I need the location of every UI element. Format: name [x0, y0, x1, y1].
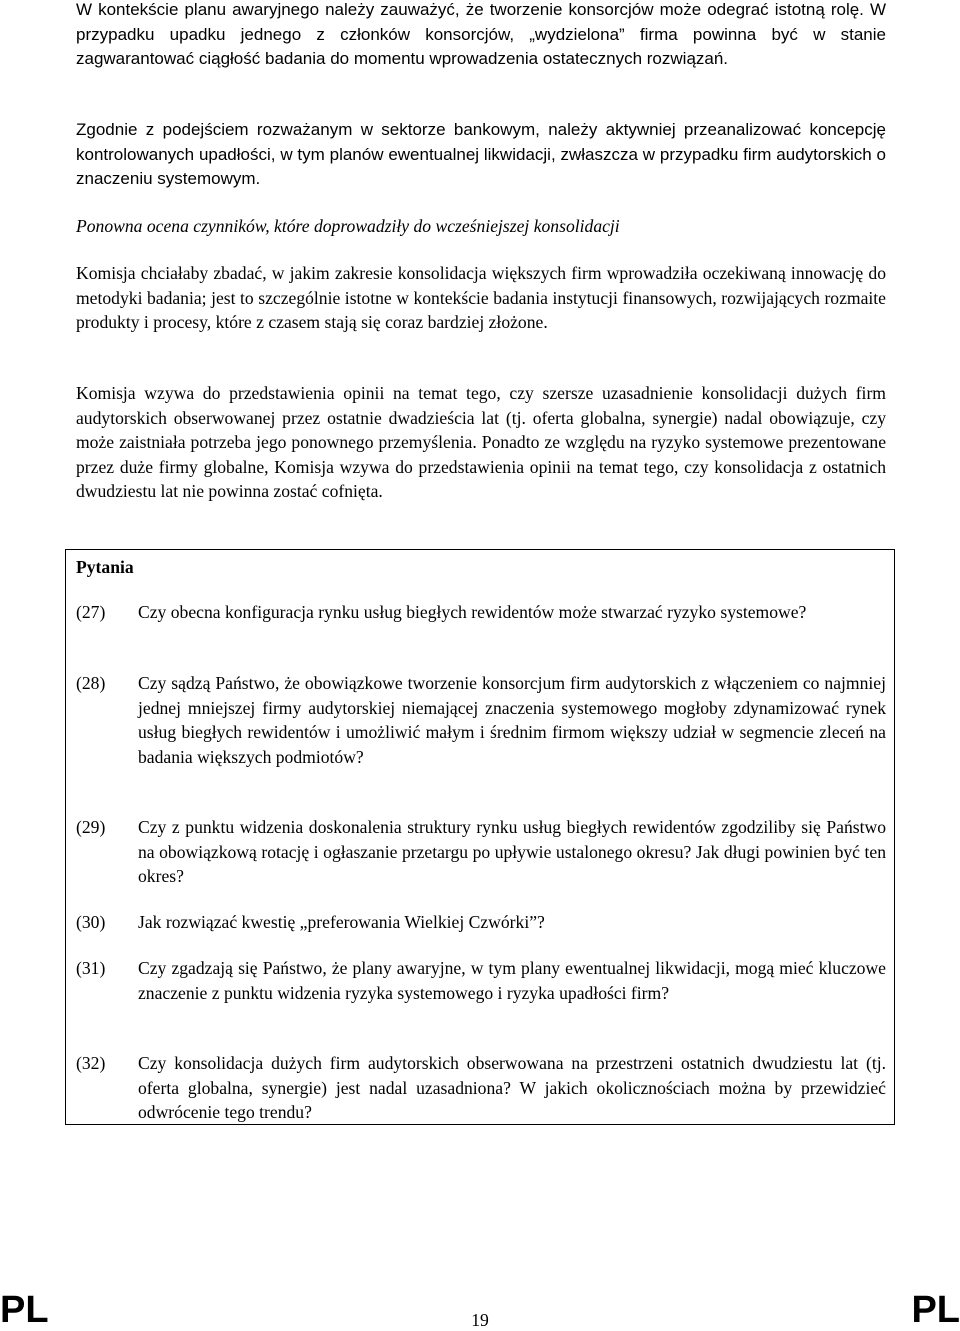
question-item — [76, 600, 886, 625]
question-number: (28) — [76, 673, 106, 693]
question-number: (32) — [76, 1053, 106, 1073]
question-text: Czy z punktu widzenia doskonalenia struktury rynku usług biegłych rewidentów zgodziliby się Państwo na obowiązkową rotację i ogłaszanie przetargu po upływie ustalonego okresu? Jak długi powinien być ten okres? — [138, 817, 886, 886]
paragraph-innovation: Komisja chciałaby zbadać, w jakim zakresie konsolidacja większych firm wprowadziła oczekiwaną innowację do metodyki badania; jest to szczególnie istotne w kontekście badania instytucji finansowych, rozwijających rozmaite produkty i procesy, które z czasem stają się coraz bardziej złożone. — [76, 263, 886, 332]
question-item — [76, 1051, 886, 1125]
question-item — [76, 671, 886, 769]
question-text: Jak rozwiązać kwestię „preferowania Wielkiej Czwórki”? — [138, 912, 545, 932]
question-number: (31) — [76, 958, 106, 978]
questions-box — [65, 549, 895, 1125]
question-item — [76, 910, 886, 935]
question-number: (30) — [76, 912, 106, 932]
section-heading: Ponowna ocena czynników, które doprowadziły do wcześniejszej konsolidacji — [76, 216, 620, 236]
footer-language-left: PL — [0, 1289, 49, 1331]
footer-language-right: PL — [911, 1289, 960, 1331]
question-item — [76, 956, 886, 1005]
page-number: 19 — [471, 1310, 489, 1330]
question-text: Czy sądzą Państwo, że obowiązkowe tworzenie konsorcjum firm audytorskich z włączeniem co najmniej jednej mniejszej firmy audytorskiej niemającej znaczenia systemowego mogłoby zdynamizować rynek usług biegłych rewidentów i umożliwić małym i średnim firmom większy udział w segmencie zleceń na badania większych podmiotów? — [138, 673, 886, 767]
question-text: Czy zgadzają się Państwo, że plany awaryjne, w tym plany ewentualnej likwidacji, mogą mieć kluczowe znaczenie z punktu widzenia ryzyka systemowego i ryzyka upadłości firm? — [138, 958, 886, 1003]
question-text: Czy konsolidacja dużych firm audytorskich obserwowana na przestrzeni ostatnich dwudziestu lat (tj. oferta globalna, synergie) jest nadal uzasadniona? W jakich okolicznościach można by przewidzieć odwrócenie tego trendu? — [138, 1053, 886, 1122]
paragraph-contingency-plan: W kontekście planu awaryjnego należy zauważyć, że tworzenie konsorcjów może odegrać istotną rolę. W przypadku upadku jednego z członków konsorcjów, „wydzielona” firma powinna być w stanie zagwarantować ciągłość badania do momentu wprowadzenia ostatecznych rozwiązań. — [76, 0, 886, 68]
question-item — [76, 815, 886, 889]
question-number: (29) — [76, 817, 106, 837]
questions-title: Pytania — [76, 557, 134, 577]
question-number: (27) — [76, 602, 106, 622]
paragraph-controlled-failures: Zgodnie z podejściem rozważanym w sektorze bankowym, należy aktywniej przeanalizować koncepcję kontrolowanych upadłości, w tym planów ewentualnej likwidacji, zwłaszcza w przypadku firm audytorskich o znaczeniu systemowym. — [76, 120, 886, 188]
paragraph-consolidation-opinion: Komisja wzywa do przedstawienia opinii na temat tego, czy szersze uzasadnienie konsolidacji dużych firm audytorskich obserwowanej przez ostatnie dwadzieścia lat (tj. oferta globalna, synergie) nadal obowiązuje, czy może zaistniała potrzeba jego ponownego przemyślenia. Ponadto ze względu na ryzyko systemowe prezentowane przez duże firmy globalne, Komisja wzywa do przedstawienia opinii na temat tego, czy konsolidacja z ostatnich dwudziestu lat nie powinna zostać cofnięta. — [76, 383, 886, 501]
question-text: Czy obecna konfiguracja rynku usług biegłych rewidentów może stwarzać ryzyko systemowe? — [138, 602, 807, 622]
